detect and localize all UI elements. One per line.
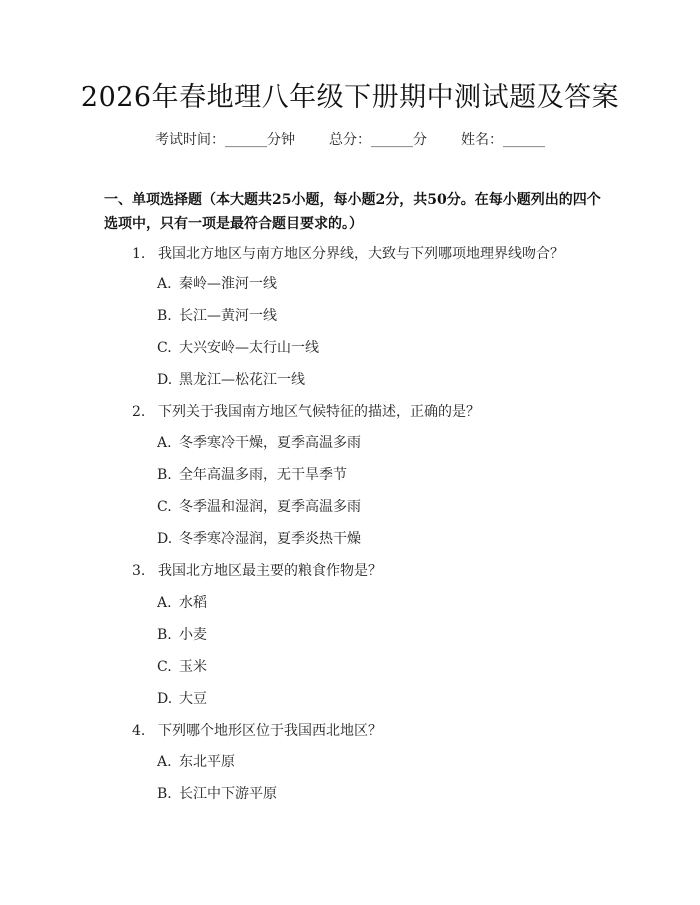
option-letter: C. [157,499,172,515]
option-letter: B. [157,467,172,483]
option-text: 大兴安岭—太行山一线 [179,340,319,356]
question-4-option-b [157,784,277,804]
question-2 [132,402,480,422]
question-3-option-b [157,625,207,645]
option-letter: B. [157,786,172,802]
option-text: 水稻 [179,595,207,611]
option-letter: D. [157,691,173,707]
question-number: 2. [132,404,146,420]
option-letter: A. [157,595,172,611]
option-letter: A. [157,435,172,451]
option-text: 东北平原 [179,754,235,770]
question-1-option-b [157,306,277,326]
exam-info-line [0,130,700,150]
question-number: 4. [132,723,146,739]
question-text: 下列关于我国南方地区气候特征的描述，正确的是？ [158,404,480,420]
exam-time-field: 考试时间：______分钟 [155,132,295,148]
total-score-field: 总分：______分 [329,132,427,148]
question-1 [132,244,564,264]
question-text: 我国北方地区最主要的粮食作物是？ [158,563,382,579]
page-title: 2026年春地理八年级下册期中测试题及答案 [80,82,620,113]
option-letter: C. [157,340,172,356]
option-text: 秦岭—淮河一线 [179,276,277,292]
option-text: 小麦 [179,627,207,643]
question-3 [132,561,382,581]
option-text: 玉米 [179,659,207,675]
question-4-option-a [157,752,235,772]
question-text: 下列哪个地形区位于我国西北地区？ [158,723,382,739]
student-name-field: 姓名：______ [461,132,545,148]
option-text: 冬季温和湿润，夏季高温多雨 [179,499,361,515]
question-1-option-c [157,338,319,358]
question-1-option-a [157,274,277,294]
option-letter: A. [157,754,172,770]
question-number: 3. [132,563,146,579]
option-text: 长江中下游平原 [179,786,277,802]
option-text: 黑龙江—松花江一线 [179,372,305,388]
option-letter: C. [157,659,172,675]
question-1-option-d [157,370,305,390]
question-3-option-a [157,593,207,613]
option-letter: B. [157,627,172,643]
option-text: 冬季寒冷干燥，夏季高温多雨 [179,435,361,451]
option-text: 全年高温多雨，无干旱季节 [179,467,347,483]
question-2-option-b [157,465,347,485]
question-2-option-c [157,497,361,517]
question-3-option-d [157,689,207,709]
option-letter: D. [157,531,173,547]
question-number: 1. [132,246,146,262]
question-2-option-a [157,433,361,453]
question-2-option-d [157,529,361,549]
section-heading: 一、单项选择题（本大题共25小题，每小题2分，共50分。在每小题列出的四个选项中，只有一项是最符合题目要求的。） [104,192,601,232]
option-letter: B. [157,308,172,324]
question-text: 我国北方地区与南方地区分界线，大致与下列哪项地理界线吻合？ [158,246,564,262]
option-letter: D. [157,372,173,388]
option-letter: A. [157,276,172,292]
option-text: 大豆 [179,691,207,707]
question-4 [132,721,382,741]
option-text: 长江—黄河一线 [179,308,277,324]
question-3-option-c [157,657,207,677]
option-text: 冬季寒冷湿润，夏季炎热干燥 [179,531,361,547]
